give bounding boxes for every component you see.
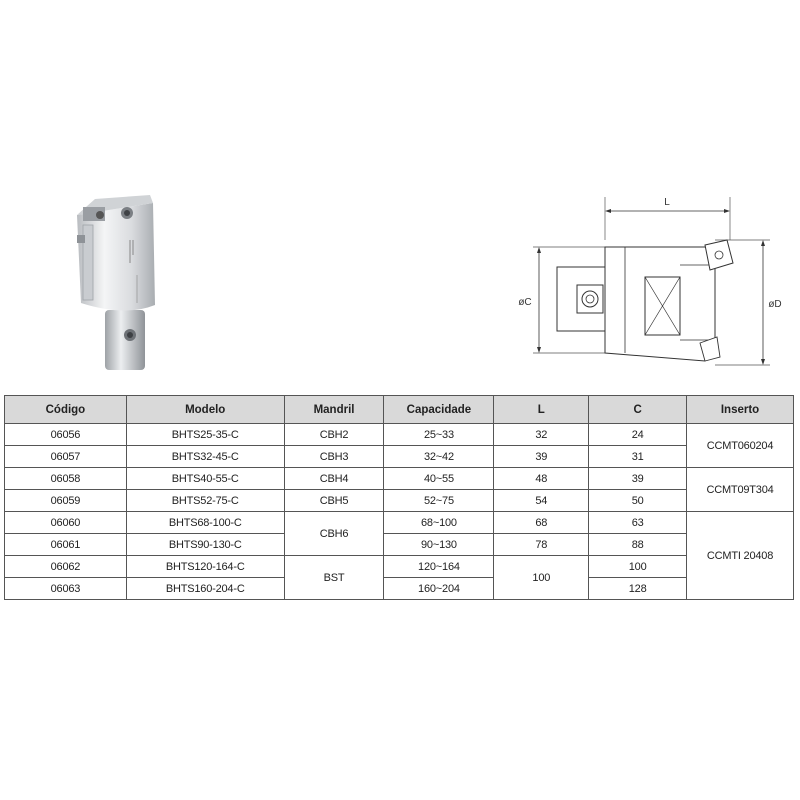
cell-mandril: CBH6 [284,512,384,556]
cell-L: 78 [494,534,589,556]
product-photo [55,185,180,385]
header-codigo: Código [5,396,127,424]
table-row [5,578,794,600]
cell-C: 100 [589,556,687,578]
cell-capacidade: 52~75 [384,490,494,512]
cell-capacidade: 90~130 [384,534,494,556]
cell-capacidade: 120~164 [384,556,494,578]
cell-codigo: 06060 [5,512,127,534]
table-row [5,556,794,578]
cell-codigo: 06058 [5,468,127,490]
table-header-row [5,396,794,424]
cell-modelo: BHTS40-55-C [126,468,284,490]
cell-codigo: 06061 [5,534,127,556]
cell-C: 128 [589,578,687,600]
header-capacidade: Capacidade [384,396,494,424]
cell-C: 88 [589,534,687,556]
cell-codigo: 06059 [5,490,127,512]
cell-codigo: 06063 [5,578,127,600]
technical-drawing [505,185,785,375]
cell-inserto: CCMT060204 [687,424,794,468]
cell-modelo: BHTS32-45-C [126,446,284,468]
cell-mandril: CBH5 [284,490,384,512]
table-row [5,468,794,490]
table-row [5,446,794,468]
cell-C: 50 [589,490,687,512]
spec-table [4,395,794,600]
cell-capacidade: 25~33 [384,424,494,446]
cell-capacidade: 68~100 [384,512,494,534]
header-mandril: Mandril [284,396,384,424]
cell-mandril: CBH3 [284,446,384,468]
cell-modelo: BHTS160-204-C [126,578,284,600]
cell-C: 63 [589,512,687,534]
cell-capacidade: 32~42 [384,446,494,468]
dimension-D-label: øD [768,299,782,310]
cell-mandril: BST [284,556,384,600]
cell-capacidade: 40~55 [384,468,494,490]
cell-modelo: BHTS25-35-C [126,424,284,446]
table-row [5,534,794,556]
cell-codigo: 06057 [5,446,127,468]
cell-modelo: BHTS68-100-C [126,512,284,534]
cell-C: 39 [589,468,687,490]
cell-L: 100 [494,556,589,600]
cell-mandril: CBH4 [284,468,384,490]
cell-L: 54 [494,490,589,512]
dimension-C-label: øC [518,297,532,308]
header-inserto: Inserto [687,396,794,424]
dimension-L-label: L [664,197,670,208]
header-C: C [589,396,687,424]
table-row [5,512,794,534]
cell-L: 32 [494,424,589,446]
cell-codigo: 06056 [5,424,127,446]
cell-C: 24 [589,424,687,446]
cell-modelo: BHTS90-130-C [126,534,284,556]
cell-inserto: CCMTI 20408 [687,512,794,600]
cell-codigo: 06062 [5,556,127,578]
cell-mandril: CBH2 [284,424,384,446]
cell-modelo: BHTS120-164-C [126,556,284,578]
cell-capacidade: 160~204 [384,578,494,600]
cell-inserto: CCMT09T304 [687,468,794,512]
cell-C: 31 [589,446,687,468]
header-modelo: Modelo [126,396,284,424]
cell-modelo: BHTS52-75-C [126,490,284,512]
cell-L: 68 [494,512,589,534]
cell-L: 48 [494,468,589,490]
table-row [5,490,794,512]
cell-L: 39 [494,446,589,468]
table-row [5,424,794,446]
header-L: L [494,396,589,424]
